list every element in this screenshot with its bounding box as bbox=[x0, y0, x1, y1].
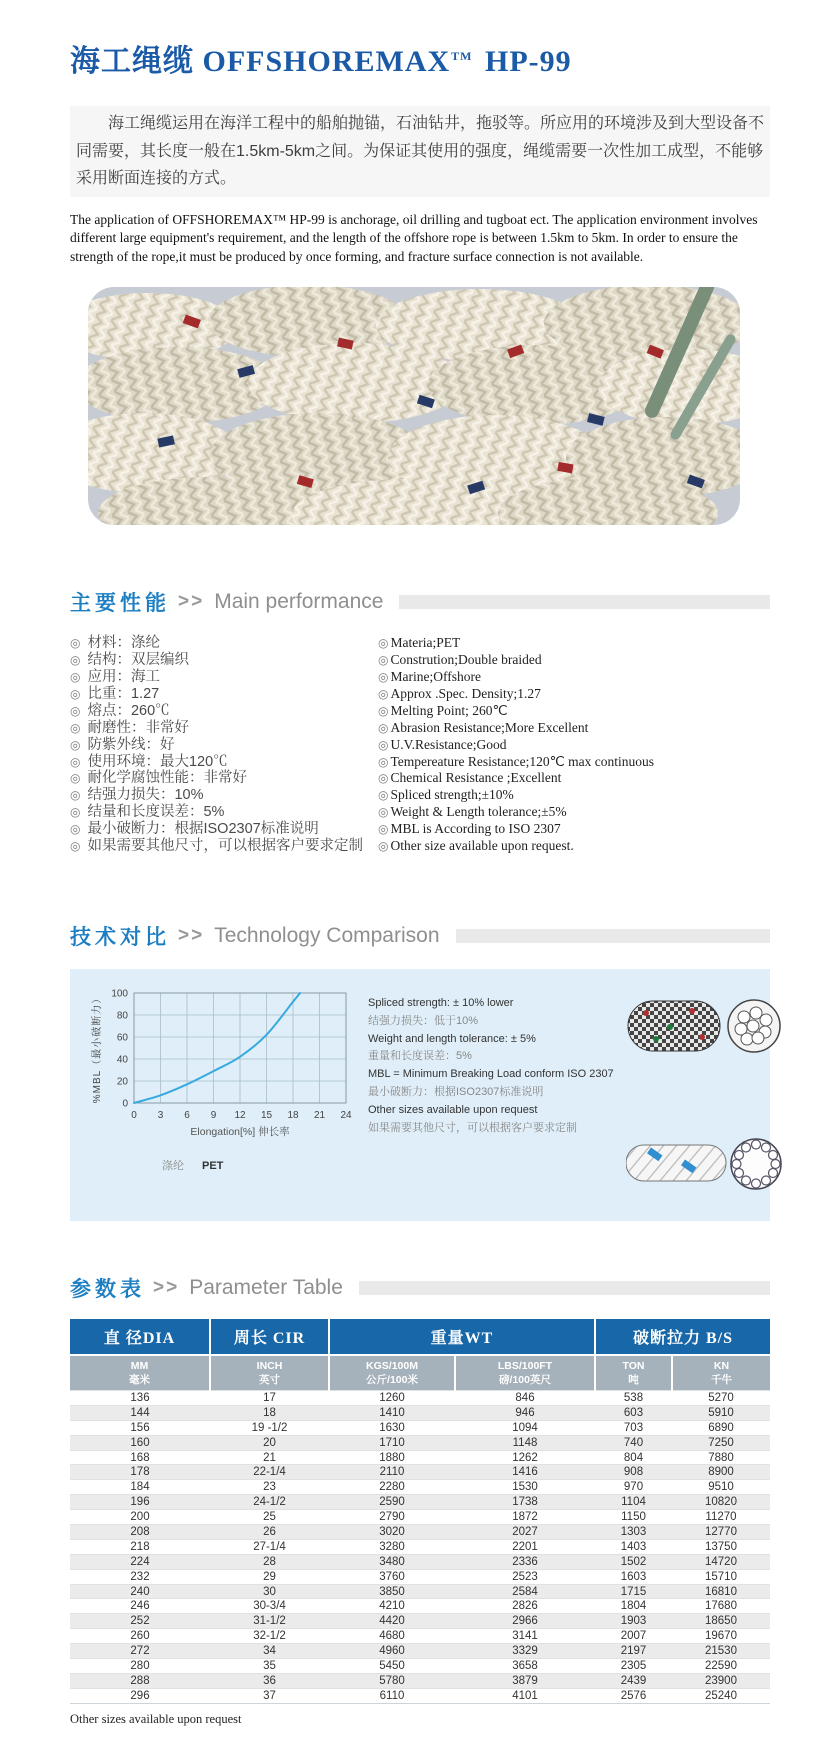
technology-comparison-panel bbox=[70, 969, 770, 1221]
bullet-icon: ◎ bbox=[378, 839, 389, 854]
performance-item-label: Spliced strength;±10% bbox=[390, 787, 514, 803]
performance-item bbox=[70, 821, 378, 838]
performance-item bbox=[70, 754, 378, 771]
table-cell: 1630 bbox=[329, 1420, 455, 1435]
bullet-icon: ◎ bbox=[70, 737, 81, 752]
bullet-icon: ◎ bbox=[378, 771, 389, 786]
table-cell: 296 bbox=[70, 1688, 210, 1703]
table-row bbox=[70, 1465, 770, 1480]
technology-note-line: Spliced strength: ± 10% lower bbox=[368, 997, 514, 1009]
performance-item-label: U.V.Resistance;Good bbox=[390, 736, 507, 752]
bullet-icon: ◎ bbox=[70, 822, 81, 837]
table-cell: 1094 bbox=[455, 1420, 595, 1435]
table-cell: 2790 bbox=[329, 1510, 455, 1525]
table-cell: 12770 bbox=[672, 1525, 770, 1540]
table-row bbox=[70, 1391, 770, 1406]
performance-item bbox=[70, 838, 378, 855]
table-group-header: 破断拉力 B/S bbox=[595, 1319, 770, 1355]
performance-item bbox=[378, 787, 770, 804]
performance-item-label: 结强力损失：10% bbox=[87, 787, 204, 804]
performance-item bbox=[70, 804, 378, 821]
table-cell: 252 bbox=[70, 1614, 210, 1629]
table-cell: 3280 bbox=[329, 1539, 455, 1554]
trademark-superscript: TM bbox=[451, 49, 473, 63]
table-cell: 1715 bbox=[595, 1584, 672, 1599]
performance-item-label: Tempereature Resistance;120℃ max continuous bbox=[390, 753, 654, 769]
table-cell: 703 bbox=[595, 1420, 672, 1435]
svg-text:6: 6 bbox=[184, 1110, 190, 1121]
rope-cross-section-top bbox=[626, 987, 784, 1065]
title-en: OFFSHOREMAX bbox=[202, 45, 451, 78]
table-unit-header: LBS/100FT 磅/100英尺 bbox=[455, 1355, 595, 1391]
table-cell: 6110 bbox=[329, 1688, 455, 1703]
section-title-en: Technology Comparison bbox=[214, 924, 440, 947]
section-heading-bar bbox=[399, 595, 770, 609]
table-cell: 36 bbox=[210, 1673, 329, 1688]
table-cell: 22-1/4 bbox=[210, 1465, 329, 1480]
section-title-cn: 参数表 bbox=[70, 1278, 145, 1301]
table-cell: 31-1/2 bbox=[210, 1614, 329, 1629]
table-cell: 20 bbox=[210, 1435, 329, 1450]
section-heading-main-performance bbox=[70, 587, 770, 617]
table-cell: 1903 bbox=[595, 1614, 672, 1629]
svg-text:18: 18 bbox=[287, 1110, 299, 1121]
table-cell: 5780 bbox=[329, 1673, 455, 1688]
table-cell: 1403 bbox=[595, 1539, 672, 1554]
table-cell: 136 bbox=[70, 1391, 210, 1406]
table-row bbox=[70, 1659, 770, 1674]
svg-text:15: 15 bbox=[260, 1110, 273, 1121]
performance-item-label: 防紫外线：好 bbox=[87, 736, 175, 753]
performance-item bbox=[70, 770, 378, 787]
technology-note-line: 最小破断力：根据ISO2307标准说明 bbox=[368, 1086, 544, 1099]
svg-text:0: 0 bbox=[131, 1110, 137, 1121]
table-cell: 25240 bbox=[672, 1688, 770, 1703]
elongation-mbl-line-chart bbox=[84, 983, 362, 1195]
table-cell: 2197 bbox=[595, 1644, 672, 1659]
table-cell: 168 bbox=[70, 1450, 210, 1465]
table-cell: 1710 bbox=[329, 1435, 455, 1450]
table-group-header: 直 径DIA bbox=[70, 1319, 210, 1355]
table-cell: 184 bbox=[70, 1480, 210, 1495]
table-group-header-row bbox=[70, 1319, 770, 1355]
table-unit-header: MM 毫米 bbox=[70, 1355, 210, 1391]
section-heading-technology-comparison bbox=[70, 921, 770, 951]
svg-text:涤纶PET: 涤纶 PET bbox=[162, 1160, 224, 1172]
table-cell: 29 bbox=[210, 1569, 329, 1584]
table-cell: 2584 bbox=[455, 1584, 595, 1599]
bullet-icon: ◎ bbox=[378, 788, 389, 803]
performance-item bbox=[70, 669, 378, 686]
performance-item bbox=[70, 737, 378, 754]
table-row bbox=[70, 1525, 770, 1540]
intro-paragraph-en: The application of OFFSHOREMAX™ HP-99 is anchorage, oil drilling and tugboat ect. The application environment involves different large equipment's requirement, and the length of the offshore rope is between 1.5km to 5km. In order to ensure the strength of the rope,it must be produced by once forming, and fracture surface connection is not available. bbox=[70, 211, 758, 265]
table-cell: 34 bbox=[210, 1644, 329, 1659]
section-arrows: >> bbox=[178, 591, 205, 613]
table-cell: 240 bbox=[70, 1584, 210, 1599]
performance-item bbox=[378, 686, 770, 703]
bullet-icon: ◎ bbox=[70, 788, 81, 803]
table-cell: 9510 bbox=[672, 1480, 770, 1495]
table-group-header: 周长 CIR bbox=[210, 1319, 329, 1355]
bullet-icon: ◎ bbox=[378, 737, 389, 752]
title-model: HP-99 bbox=[485, 45, 572, 78]
table-cell: 5910 bbox=[672, 1405, 770, 1420]
performance-item-label: 耐化学腐蚀性能：非常好 bbox=[87, 770, 247, 787]
table-cell: 178 bbox=[70, 1465, 210, 1480]
performance-item bbox=[378, 669, 770, 686]
svg-text:9: 9 bbox=[210, 1110, 217, 1121]
table-cell: 37 bbox=[210, 1688, 329, 1703]
table-cell: 1150 bbox=[595, 1510, 672, 1525]
table-cell: 4101 bbox=[455, 1688, 595, 1703]
table-cell: 1880 bbox=[329, 1450, 455, 1465]
table-cell: 3480 bbox=[329, 1554, 455, 1569]
performance-item bbox=[378, 821, 770, 838]
bullet-icon: ◎ bbox=[378, 805, 389, 820]
table-cell: 1262 bbox=[455, 1450, 595, 1465]
table-cell: 18650 bbox=[672, 1614, 770, 1629]
svg-text:3: 3 bbox=[157, 1110, 164, 1121]
technology-note-line: 重量和长度误差：5% bbox=[368, 1050, 472, 1063]
table-cell: 538 bbox=[595, 1391, 672, 1406]
table-cell: 144 bbox=[70, 1405, 210, 1420]
table-cell: 14720 bbox=[672, 1554, 770, 1569]
svg-text:20: 20 bbox=[116, 1076, 128, 1088]
performance-item bbox=[378, 652, 770, 669]
svg-text:60: 60 bbox=[116, 1032, 128, 1044]
table-cell: 1502 bbox=[595, 1554, 672, 1569]
performance-list-cn bbox=[70, 635, 378, 855]
parameter-table bbox=[70, 1319, 770, 1704]
technology-note-line: Weight and length tolerance: ± 5% bbox=[368, 1032, 536, 1045]
section-heading-bar bbox=[456, 929, 771, 943]
bullet-icon: ◎ bbox=[378, 754, 389, 769]
table-cell: 160 bbox=[70, 1435, 210, 1450]
table-group-header: 重量WT bbox=[329, 1319, 595, 1355]
section-heading-parameter-table bbox=[70, 1273, 770, 1303]
table-cell: 8900 bbox=[672, 1465, 770, 1480]
rope-photo-illustration bbox=[88, 287, 740, 525]
table-cell: 4680 bbox=[329, 1629, 455, 1644]
table-cell: 156 bbox=[70, 1420, 210, 1435]
table-cell: 1530 bbox=[455, 1480, 595, 1495]
table-row bbox=[70, 1673, 770, 1688]
table-cell: 19670 bbox=[672, 1629, 770, 1644]
bullet-icon: ◎ bbox=[378, 670, 389, 685]
technology-note-line: 如果需要其他尺寸，可以根据客户要求定制 bbox=[368, 1121, 577, 1134]
table-cell: 7880 bbox=[672, 1450, 770, 1465]
table-cell: 18 bbox=[210, 1405, 329, 1420]
svg-text:40: 40 bbox=[116, 1054, 128, 1066]
table-cell: 2439 bbox=[595, 1673, 672, 1688]
table-cell: 30 bbox=[210, 1584, 329, 1599]
table-cell: 740 bbox=[595, 1435, 672, 1450]
section-title-en: Main performance bbox=[214, 590, 384, 614]
table-cell: 3760 bbox=[329, 1569, 455, 1584]
table-cell: 28 bbox=[210, 1554, 329, 1569]
bullet-icon: ◎ bbox=[70, 805, 81, 820]
bullet-icon: ◎ bbox=[378, 636, 389, 651]
performance-item-label: 应用：海工 bbox=[87, 669, 160, 686]
table-cell: 5450 bbox=[329, 1659, 455, 1674]
bullet-icon: ◎ bbox=[70, 636, 81, 651]
table-unit-header: KN 千牛 bbox=[672, 1355, 770, 1391]
performance-item bbox=[70, 652, 378, 669]
table-row bbox=[70, 1569, 770, 1584]
table-cell: 224 bbox=[70, 1554, 210, 1569]
table-cell: 4420 bbox=[329, 1614, 455, 1629]
table-cell: 24-1/2 bbox=[210, 1495, 329, 1510]
table-cell: 3141 bbox=[455, 1629, 595, 1644]
table-row bbox=[70, 1554, 770, 1569]
performance-item-label: 比重：1.27 bbox=[87, 685, 160, 702]
section-arrows: >> bbox=[178, 925, 205, 946]
table-cell: 2523 bbox=[455, 1569, 595, 1584]
table-cell: 1416 bbox=[455, 1465, 595, 1480]
section-title-cn: 技术对比 bbox=[70, 926, 170, 949]
table-cell: 1603 bbox=[595, 1569, 672, 1584]
table-cell: 288 bbox=[70, 1673, 210, 1688]
performance-item-label: MBL is According to ISO 2307 bbox=[390, 821, 561, 837]
table-cell: 1410 bbox=[329, 1405, 455, 1420]
table-cell: 3020 bbox=[329, 1525, 455, 1540]
performance-item-label: Weight & Length tolerance;±5% bbox=[390, 804, 567, 820]
section-title-en: Parameter Table bbox=[189, 1276, 343, 1299]
table-cell: 7250 bbox=[672, 1435, 770, 1450]
performance-item bbox=[378, 737, 770, 754]
table-cell: 32-1/2 bbox=[210, 1629, 329, 1644]
table-cell: 11270 bbox=[672, 1510, 770, 1525]
table-cell: 908 bbox=[595, 1465, 672, 1480]
table-cell: 280 bbox=[70, 1659, 210, 1674]
table-row bbox=[70, 1614, 770, 1629]
table-cell: 27-1/4 bbox=[210, 1539, 329, 1554]
table-cell: 35 bbox=[210, 1659, 329, 1674]
section-heading-bar bbox=[359, 1281, 770, 1295]
table-cell: 218 bbox=[70, 1539, 210, 1554]
svg-text:21: 21 bbox=[313, 1110, 326, 1121]
table-cell: 1872 bbox=[455, 1510, 595, 1525]
performance-item-label: 耐磨性：非常好 bbox=[87, 719, 189, 736]
table-cell: 5270 bbox=[672, 1391, 770, 1406]
table-cell: 603 bbox=[595, 1405, 672, 1420]
table-cell: 260 bbox=[70, 1629, 210, 1644]
table-cell: 846 bbox=[455, 1391, 595, 1406]
table-row bbox=[70, 1629, 770, 1644]
svg-text:%MBL（最小破断力）: %MBL（最小破断力） bbox=[92, 992, 103, 1104]
table-cell: 2576 bbox=[595, 1688, 672, 1703]
table-cell: 196 bbox=[70, 1495, 210, 1510]
table-cell: 2305 bbox=[595, 1659, 672, 1674]
table-row bbox=[70, 1539, 770, 1554]
rope-product-photo bbox=[88, 287, 756, 525]
title-cn: 海工绳缆 bbox=[70, 45, 194, 78]
table-cell: 22590 bbox=[672, 1659, 770, 1674]
performance-item-label: Constrution;Double braided bbox=[390, 652, 542, 668]
table-row bbox=[70, 1510, 770, 1525]
table-cell: 2280 bbox=[329, 1480, 455, 1495]
table-cell: 2966 bbox=[455, 1614, 595, 1629]
table-cell: 21530 bbox=[672, 1644, 770, 1659]
table-cell: 21 bbox=[210, 1450, 329, 1465]
section-title-cn: 主要性能 bbox=[70, 592, 170, 616]
bullet-icon: ◎ bbox=[378, 653, 389, 668]
performance-item-label: 材料：涤纶 bbox=[87, 635, 160, 652]
table-cell: 3850 bbox=[329, 1584, 455, 1599]
table-unit-header-row bbox=[70, 1355, 770, 1391]
table-unit-header: INCH 英寸 bbox=[210, 1355, 329, 1391]
table-cell: 30-3/4 bbox=[210, 1599, 329, 1614]
table-cell: 23900 bbox=[672, 1673, 770, 1688]
bullet-icon: ◎ bbox=[70, 686, 81, 701]
table-cell: 2826 bbox=[455, 1599, 595, 1614]
table-cell: 2590 bbox=[329, 1495, 455, 1510]
performance-item-label: Other size available upon request. bbox=[390, 838, 574, 854]
table-cell: 1303 bbox=[595, 1525, 672, 1540]
performance-list-en bbox=[378, 635, 770, 855]
table-cell: 3879 bbox=[455, 1673, 595, 1688]
performance-item bbox=[378, 770, 770, 787]
performance-item bbox=[70, 703, 378, 720]
table-cell: 272 bbox=[70, 1644, 210, 1659]
table-row bbox=[70, 1480, 770, 1495]
table-cell: 1260 bbox=[329, 1391, 455, 1406]
table-cell: 1804 bbox=[595, 1599, 672, 1614]
performance-item-label: Marine;Offshore bbox=[390, 669, 481, 685]
table-cell: 3658 bbox=[455, 1659, 595, 1674]
table-cell: 946 bbox=[455, 1405, 595, 1420]
technology-note-line: Other sizes available upon request bbox=[368, 1103, 538, 1116]
table-row bbox=[70, 1688, 770, 1703]
table-row bbox=[70, 1435, 770, 1450]
technology-note-line: 结强力损失：低于10% bbox=[368, 1014, 479, 1027]
bullet-icon: ◎ bbox=[378, 703, 389, 718]
table-cell: 2027 bbox=[455, 1525, 595, 1540]
footer-note: Other sizes available upon request bbox=[70, 1711, 242, 1726]
table-cell: 16810 bbox=[672, 1584, 770, 1599]
performance-item bbox=[70, 720, 378, 737]
bullet-icon: ◎ bbox=[70, 754, 81, 769]
performance-item bbox=[70, 686, 378, 703]
bullet-icon: ◎ bbox=[70, 703, 81, 718]
table-cell: 970 bbox=[595, 1480, 672, 1495]
performance-lists bbox=[70, 635, 770, 855]
table-unit-header: TON 吨 bbox=[595, 1355, 672, 1391]
table-cell: 246 bbox=[70, 1599, 210, 1614]
performance-item-label: 如果需要其他尺寸，可以根据客户要求定制 bbox=[87, 838, 363, 855]
table-cell: 19 -1/2 bbox=[210, 1420, 329, 1435]
rope-cross-section-illustrations bbox=[626, 983, 784, 1211]
performance-item bbox=[378, 720, 770, 737]
bullet-icon: ◎ bbox=[70, 720, 81, 735]
table-row bbox=[70, 1420, 770, 1435]
table-cell: 232 bbox=[70, 1569, 210, 1584]
table-row bbox=[70, 1599, 770, 1614]
performance-item bbox=[70, 787, 378, 804]
svg-text:0: 0 bbox=[122, 1098, 128, 1110]
svg-text:80: 80 bbox=[116, 1010, 128, 1022]
table-cell: 208 bbox=[70, 1525, 210, 1540]
performance-item-label: Chemical Resistance ;Excellent bbox=[390, 770, 562, 786]
table-cell: 1738 bbox=[455, 1495, 595, 1510]
table-cell: 2201 bbox=[455, 1539, 595, 1554]
table-row bbox=[70, 1405, 770, 1420]
table-cell: 4960 bbox=[329, 1644, 455, 1659]
table-cell: 2007 bbox=[595, 1629, 672, 1644]
svg-text:Elongation[%] 伸长率: Elongation[%] 伸长率 bbox=[190, 1126, 290, 1138]
table-cell: 2336 bbox=[455, 1554, 595, 1569]
table-cell: 2110 bbox=[329, 1465, 455, 1480]
performance-item-label: 最小破断力：根据ISO2307标准说明 bbox=[87, 821, 319, 838]
section-arrows: >> bbox=[153, 1277, 180, 1298]
table-cell: 26 bbox=[210, 1525, 329, 1540]
table-row bbox=[70, 1644, 770, 1659]
performance-item bbox=[378, 804, 770, 821]
bullet-icon: ◎ bbox=[70, 670, 81, 685]
performance-item-label: Melting Point; 260℃ bbox=[390, 702, 508, 718]
performance-item bbox=[70, 635, 378, 652]
bullet-icon: ◎ bbox=[70, 653, 81, 668]
table-cell: 15710 bbox=[672, 1569, 770, 1584]
svg-text:12: 12 bbox=[234, 1110, 246, 1121]
performance-item bbox=[378, 703, 770, 720]
performance-item bbox=[378, 754, 770, 771]
bullet-icon: ◎ bbox=[70, 771, 81, 786]
performance-item-label: 熔点：260℃ bbox=[87, 702, 170, 719]
table-cell: 13750 bbox=[672, 1539, 770, 1554]
performance-item bbox=[378, 838, 770, 855]
performance-item-label: 结量和长度误差：5% bbox=[87, 804, 225, 821]
table-cell: 1104 bbox=[595, 1495, 672, 1510]
bullet-icon: ◎ bbox=[378, 822, 389, 837]
bullet-icon: ◎ bbox=[378, 720, 389, 735]
performance-item-label: 使用环境：最大120℃ bbox=[87, 753, 228, 770]
table-cell: 17680 bbox=[672, 1599, 770, 1614]
table-row bbox=[70, 1584, 770, 1599]
svg-text:100: 100 bbox=[111, 988, 128, 1000]
bullet-icon: ◎ bbox=[378, 686, 389, 701]
elongation-chart bbox=[84, 983, 362, 1211]
table-cell: 1148 bbox=[455, 1435, 595, 1450]
performance-item-label: 结构：双层编织 bbox=[87, 652, 189, 669]
performance-item-label: Materia;PET bbox=[390, 635, 461, 651]
table-cell: 804 bbox=[595, 1450, 672, 1465]
technology-note-line: MBL = Minimum Breaking Load conform ISO 2307 bbox=[368, 1068, 614, 1081]
table-cell: 200 bbox=[70, 1510, 210, 1525]
table-cell: 25 bbox=[210, 1510, 329, 1525]
table-unit-header: KGS/100M 公斤/100米 bbox=[329, 1355, 455, 1391]
performance-item-label: Approx .Spec. Density;1.27 bbox=[390, 685, 541, 701]
table-cell: 6890 bbox=[672, 1420, 770, 1435]
rope-cross-section-bottom bbox=[626, 1127, 784, 1201]
performance-item bbox=[378, 635, 770, 652]
bullet-icon: ◎ bbox=[70, 839, 81, 854]
table-cell: 3329 bbox=[455, 1644, 595, 1659]
table-cell: 4210 bbox=[329, 1599, 455, 1614]
svg-text:24: 24 bbox=[340, 1110, 352, 1121]
table-cell: 23 bbox=[210, 1480, 329, 1495]
table-cell: 10820 bbox=[672, 1495, 770, 1510]
table-cell: 17 bbox=[210, 1391, 329, 1406]
performance-item-label: Abrasion Resistance;More Excellent bbox=[390, 719, 589, 735]
page-title bbox=[70, 36, 770, 80]
technology-notes bbox=[368, 995, 620, 1211]
table-row bbox=[70, 1495, 770, 1510]
table-row bbox=[70, 1450, 770, 1465]
intro-paragraph-cn: 海工绳缆运用在海洋工程中的船舶抛锚，石油钻井，拖驳等。所应用的环境涉及到大型设备不同需要，其长度一般在1.5km-5km之间。为保证其使用的强度，绳缆需要一次性加工成型，不能够采用断面连接的方式。 bbox=[70, 106, 770, 197]
